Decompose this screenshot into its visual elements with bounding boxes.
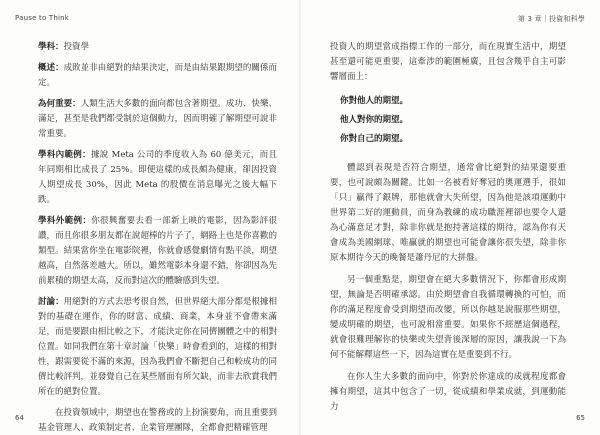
overview-paragraph — [38, 61, 277, 91]
body-paragraph: 另一個重點是，期望會在絕大多數情況下，你都會形成期望，無論是否明確承認。由於期望會自我循環轉換的可怕，而你的滿足程度會受到期望而改變，所以你越是說服那些期望，變成明確的期望，也可說相當重要。如果你不經歷這個過程，就會很難理解你的快樂或失望背後深層的原因，讓我說一下為何不能解釋這些一下，因為這實在是重要到不行。 — [330, 275, 566, 360]
body-paragraph: 體認到表現是否符合期望，通常會比絕對的結果還要重要，也可說頗為關鍵。比如一名被看好奪冠的奧運選手，很如「只」贏得了銀牌，那他就會大失所望，因為他是該項運動中世界第二好的運動員，而身為教練的成功職涯裡卻也要令人還為心滿意足才對，除非你就是抱持著這樣的期待，認為你有天會成為美國網球、唯贏就的期望也可能會讓你很失望，除非你原本期待今天的晚餐是蕭丹尼的大拼盤。 — [330, 163, 566, 263]
why-text: 人類生活大多數的面向都包含著期望。成功、快樂、滿足，甚至是我們都受制於這個動力，因而明確了解期望可說非常重要。 — [38, 99, 277, 139]
right-page — [330, 40, 566, 422]
running-header-left: Pause to Think — [15, 14, 70, 22]
discussion-paragraph — [38, 295, 277, 400]
outside-example-label: 學科外範例： — [38, 216, 92, 226]
expectation-questions — [340, 92, 566, 149]
overview-text: 成敗並非由絕對的結果決定，而是由結果跟期望的關係而定。 — [38, 63, 277, 88]
subject-label: 學科： — [38, 42, 64, 52]
page-number-left: 64 — [15, 414, 24, 422]
question-item: 他人對你的期望。 — [340, 115, 409, 125]
example-text: 據說 Meta 公司的季度收入為 60 億美元，而且年同期相比成長了 25%。即便這樣的成長頗為健康，卻因投資人期望成長 30%，因此 Meta 的股價在消息曝光之後大幅下跌。 — [38, 150, 277, 205]
question-item: 你對自己的期望。 — [340, 134, 409, 144]
page-gutter — [299, 0, 301, 435]
left-page — [38, 40, 277, 435]
outside-example-paragraph — [38, 214, 277, 289]
example-label: 學科內範例： — [38, 150, 91, 160]
example-paragraph — [38, 148, 277, 208]
outside-example-text: 你很興奮要去看一部新上映的電影，因為影評很讚，而且你很多朋友都在說超棒的片子了，網路上也是你喜歡的類型。結果當你坐在電影院裡，你就會感覺劇情有點平淡，期望越高，自然落差越大。所以，雖然電影本身還不錯，你卻因為先前累積的期望太高，反而對這次的體驗感到失望。 — [38, 216, 277, 286]
investing-paragraph: 在投資領域中，期望也在警務或的上扮演要角，而且重要到基金管理人、政策制定者、企業管理團隊，全都會把精確管理 — [38, 408, 277, 433]
running-header-right: 第 3 章｜投資和科學 — [517, 15, 585, 23]
discussion-text: 用絕對的方式去思考很自然，但世界絕大部分都是根據相對的基礎在運作，你的財富、成績、商業，本身並不會帶來滿足，而是要跟由相比較之下，才能決定你在同儕團體之中的相對位置。如同我們在第十章討論「快樂」時會看到的，這樣的相對性，跟需要從不滿的來源，因為我們會不斷把自己和較成功的同儕比較評判，並發覺自己在某些層面有所欠缺，而非去欣賞我們所在的絕對位置。 — [38, 297, 277, 397]
why-label: 為何重要： — [38, 99, 81, 109]
subject-line — [38, 40, 277, 55]
discussion-label: 討論： — [38, 297, 64, 307]
intro-paragraph: 投資人的期望當成指標工作的一部分，而在現實生活中，期望甚至還可能更重要，這牽涉的範圍極廣，且包含幾乎自主可影響層面上： — [330, 42, 566, 82]
body-paragraph: 在你人生大多數的面向中，你對於你達成的成就程度都會擁有期望，這其中包含了一切，從成績和學業成就，到運動能力 — [330, 372, 566, 412]
page-number-right: 65 — [576, 414, 585, 422]
overview-label: 概述： — [38, 63, 64, 73]
question-item: 你對他人的期望。 — [340, 96, 409, 106]
subject-text: 投資學 — [63, 42, 90, 52]
why-paragraph — [38, 97, 277, 142]
